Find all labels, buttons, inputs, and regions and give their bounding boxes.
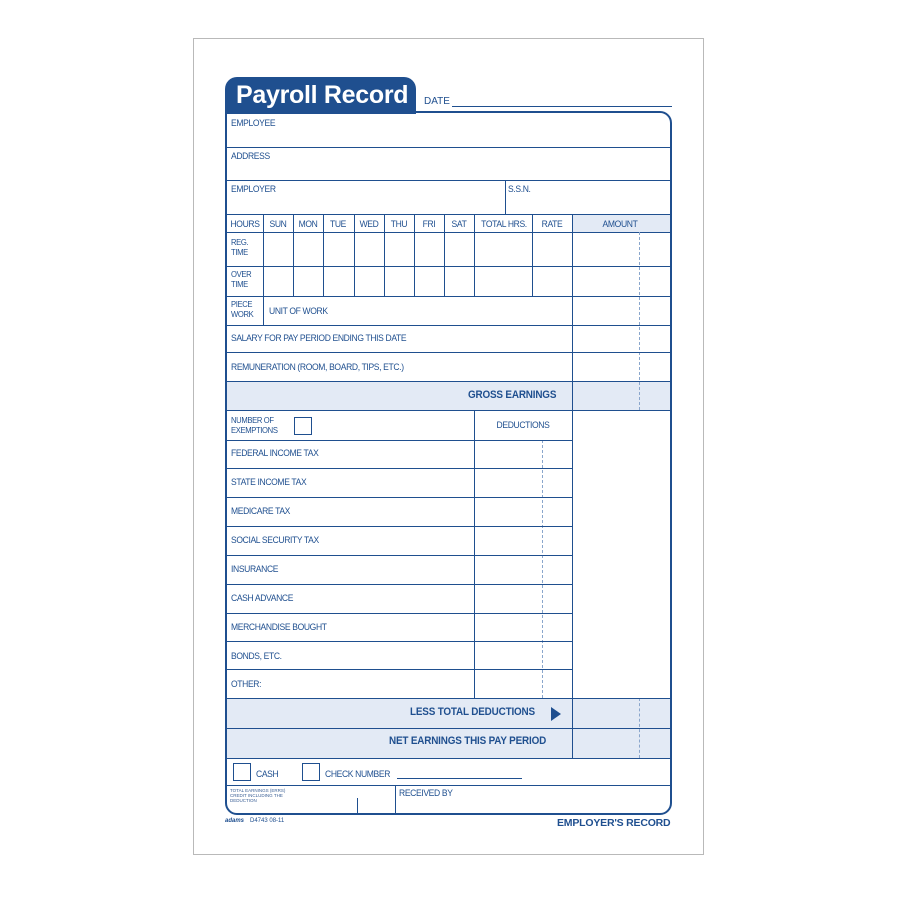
fine-print: TOTAL EARNINGS (ERRS) CREDIT INCLUDING THE DEDUCTION xyxy=(230,788,286,803)
payroll-form xyxy=(225,111,672,815)
deduction-federal-income-tax: FEDERAL INCOME TAX xyxy=(231,448,319,459)
over-time-label-2: TIME xyxy=(231,279,248,289)
deduction-social-security-tax: SOCIAL SECURITY TAX xyxy=(231,535,319,546)
check-number-label: CHECK NUMBER xyxy=(325,769,391,780)
deductions-header: DEDUCTIONS xyxy=(496,420,550,431)
over-time-label-1: OVER xyxy=(231,269,252,279)
thu-header: THU xyxy=(390,219,408,230)
deduction-merchandise-bought: MERCHANDISE BOUGHT xyxy=(231,622,327,633)
deduction-other: OTHER: xyxy=(231,679,262,690)
received-by-label: RECEIVED BY xyxy=(399,788,453,799)
deduction-medicare-tax: MEDICARE TAX xyxy=(231,506,291,517)
gross-earnings-label: GROSS EARNINGS xyxy=(468,389,557,401)
sun-header: SUN xyxy=(269,219,287,230)
employer-label: EMPLOYER xyxy=(231,184,276,195)
deduction-state-income-tax: STATE INCOME TAX xyxy=(231,477,307,488)
amount-header: AMOUNT xyxy=(602,219,638,230)
salary-label: SALARY FOR PAY PERIOD ENDING THIS DATE xyxy=(231,333,407,344)
less-total-deductions-label: LESS TOTAL DEDUCTIONS xyxy=(410,706,535,718)
form-title: Payroll Record xyxy=(225,77,416,114)
fri-header: FRI xyxy=(422,219,436,230)
cash-checkbox[interactable] xyxy=(233,763,251,781)
wed-header: WED xyxy=(359,219,379,230)
reg-time-label-2: TIME xyxy=(231,247,248,257)
arrow-right-icon xyxy=(551,707,561,721)
check-checkbox[interactable] xyxy=(302,763,320,781)
hours-header: HOURS xyxy=(230,219,260,230)
tue-header: TUE xyxy=(329,219,347,230)
exemptions-box[interactable] xyxy=(294,417,312,435)
deduction-cash-advance: CASH ADVANCE xyxy=(231,593,294,604)
form-code xyxy=(225,818,284,824)
reg-time-label-1: REG. xyxy=(231,237,249,247)
piece-work-label-2: WORK xyxy=(231,309,254,319)
form-number: D4743 08-11 xyxy=(250,818,285,824)
remuneration-label: REMUNERATION (ROOM, BOARD, TIPS, ETC.) xyxy=(231,362,404,373)
unit-of-work-label: UNIT OF WORK xyxy=(269,306,328,317)
brand-logo: adams xyxy=(225,818,245,824)
gross-earnings-shade xyxy=(227,381,672,410)
exemptions-label-2: EXEMPTIONS xyxy=(231,425,278,435)
mon-header: MON xyxy=(298,219,318,230)
address-label: ADDRESS xyxy=(231,151,270,162)
ssn-label: S.S.N. xyxy=(508,184,531,195)
rate-header: RATE xyxy=(541,219,563,230)
exemptions-label-1: NUMBER OF xyxy=(231,415,274,425)
cash-label: CASH xyxy=(256,769,279,780)
date-field[interactable] xyxy=(452,106,672,107)
employee-label: EMPLOYEE xyxy=(231,118,276,129)
piece-work-label-1: PIECE xyxy=(231,299,253,309)
sat-header: SAT xyxy=(451,219,467,230)
deduction-bonds: BONDS, ETC. xyxy=(231,651,282,662)
date-label: DATE xyxy=(424,96,450,107)
check-number-field[interactable] xyxy=(397,778,522,779)
deduction-insurance: INSURANCE xyxy=(231,564,279,575)
record-type-label: EMPLOYER'S RECORD xyxy=(557,817,671,829)
net-earnings-label: NET EARNINGS THIS PAY PERIOD xyxy=(389,735,547,747)
total-hrs-header: TOTAL HRS. xyxy=(481,219,527,230)
